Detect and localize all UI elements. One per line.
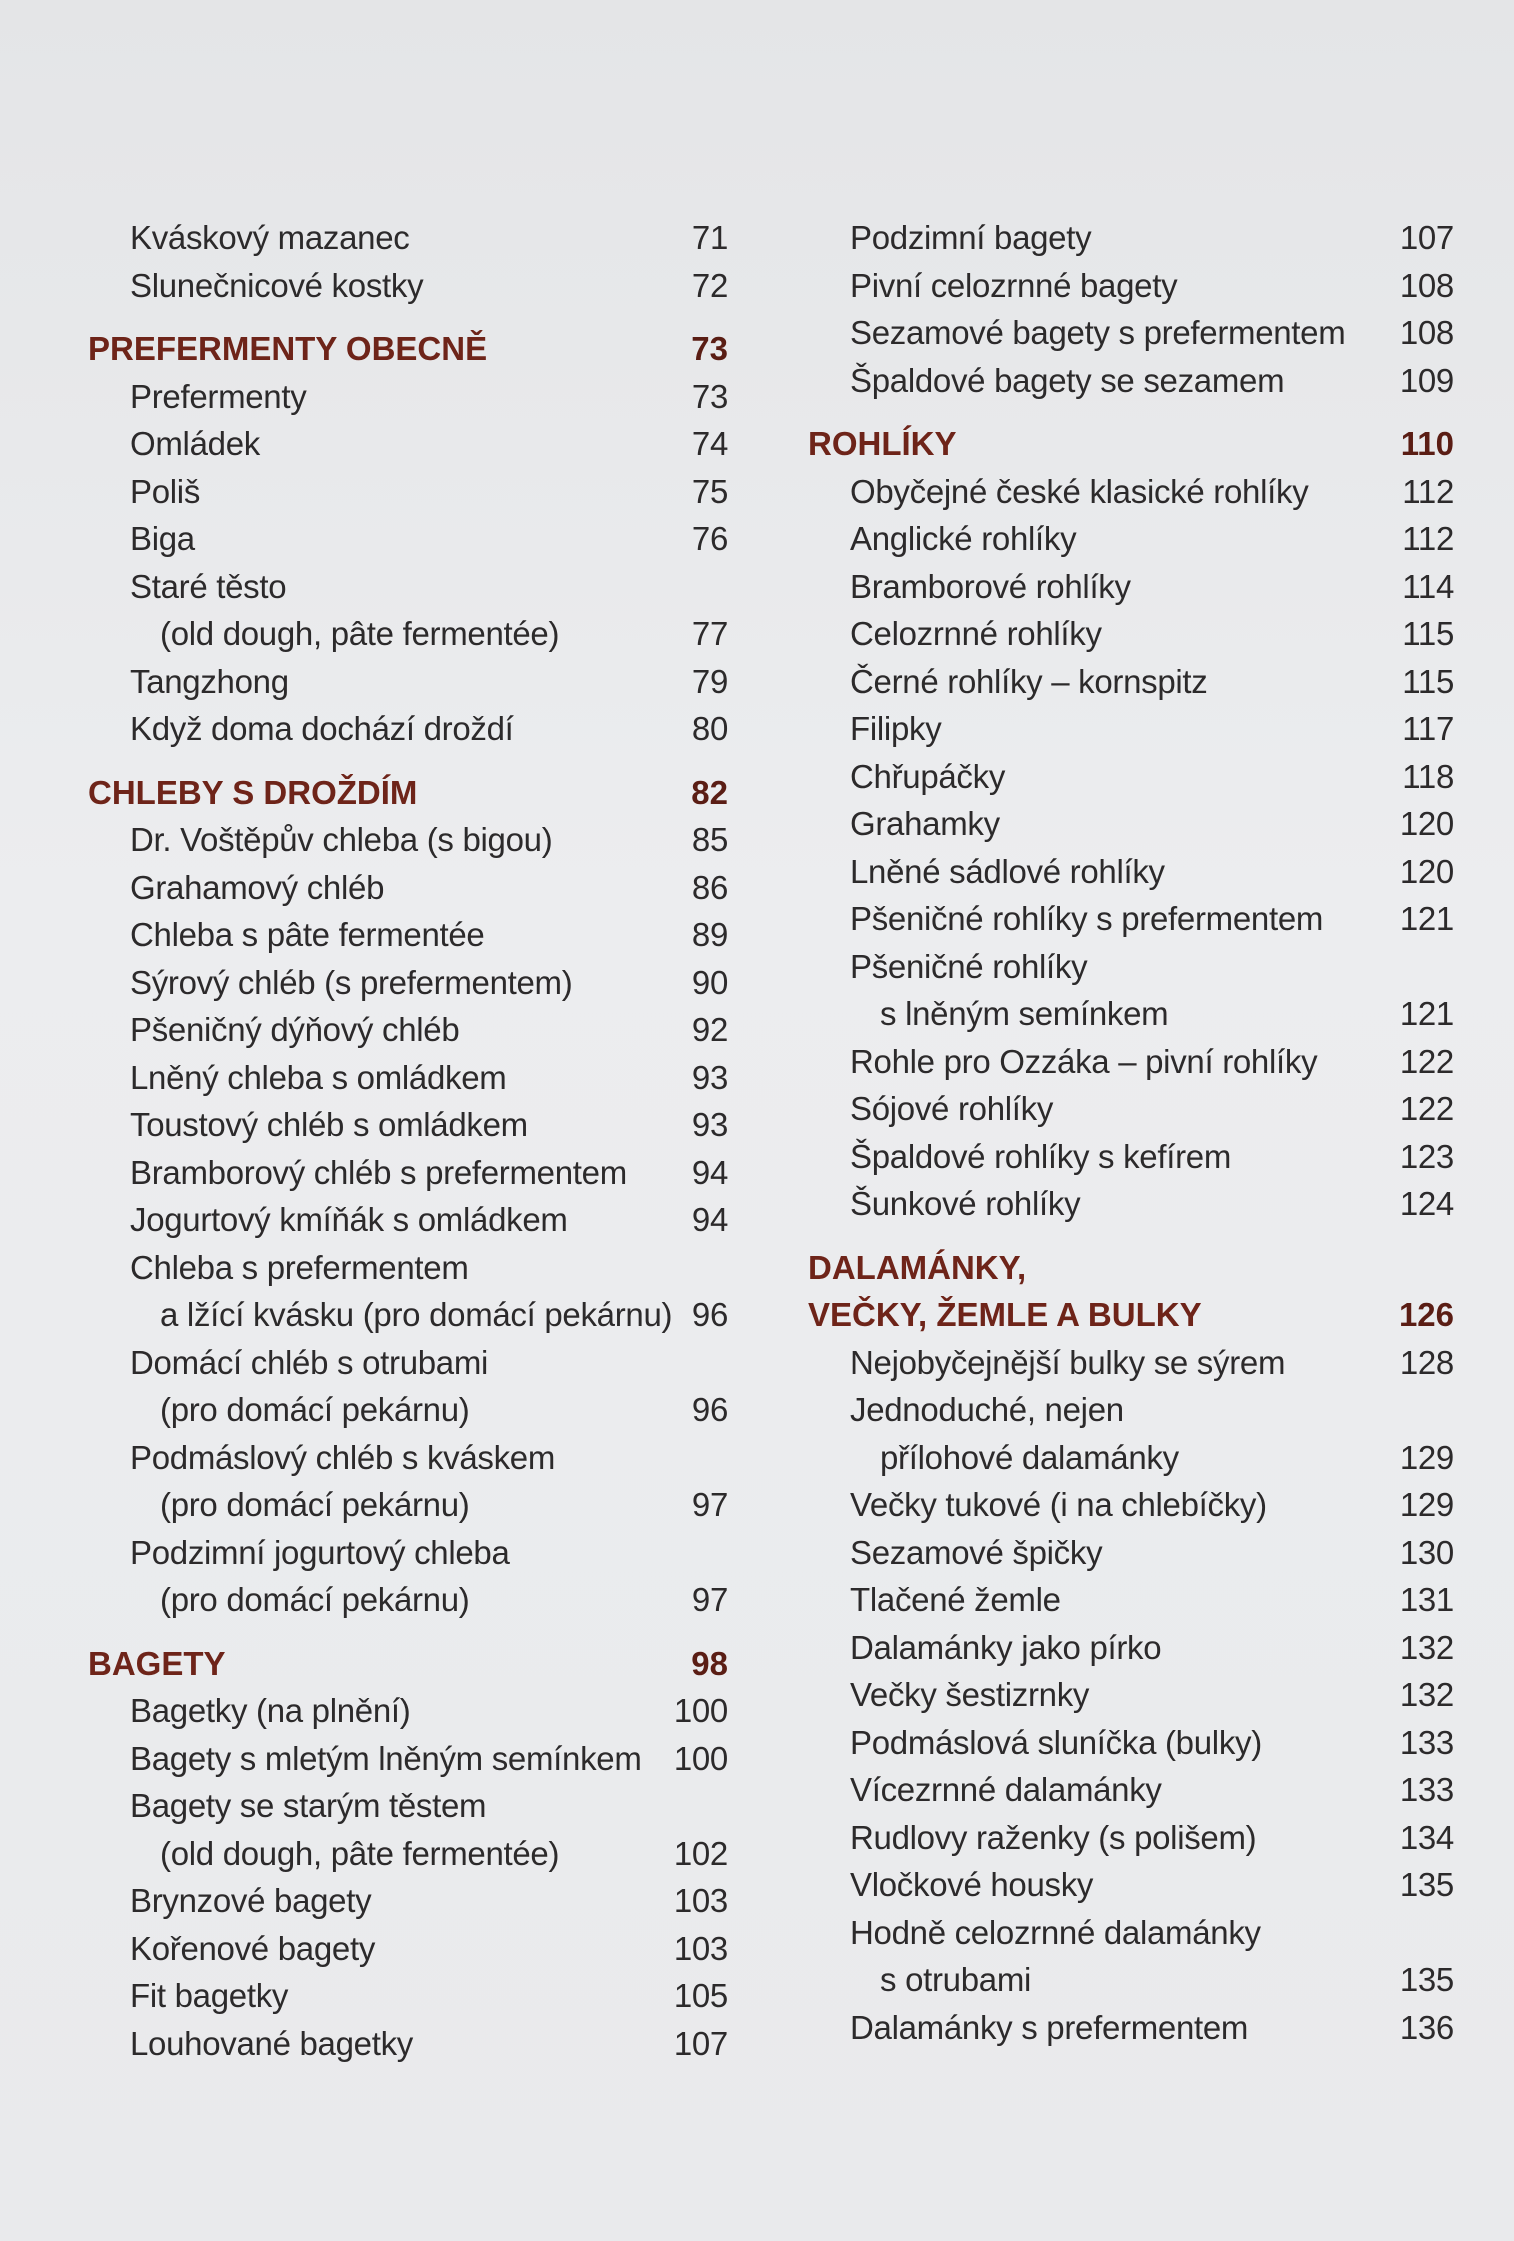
toc-entry-title: Vločkové housky bbox=[850, 1866, 1094, 1903]
toc-entry bbox=[88, 1735, 728, 1783]
toc-entry-continuation bbox=[88, 1386, 728, 1434]
toc-entry-title: CHLEBY S DROŽDÍM bbox=[88, 773, 418, 811]
toc-entry-title: Pšeničné rohlíky bbox=[850, 947, 1088, 985]
toc-entry bbox=[808, 2004, 1454, 2052]
toc-entry-continuation bbox=[88, 1481, 728, 1529]
toc-entry bbox=[88, 1687, 728, 1735]
toc-entry-title: Filipky bbox=[850, 710, 942, 747]
toc-entry-title: Nejobyčejnější bulky se sýrem bbox=[850, 1343, 1286, 1381]
toc-page-number: 100 bbox=[673, 1692, 728, 1729]
toc-entry-continuation bbox=[808, 1956, 1454, 2004]
toc-page-number: 96 bbox=[691, 1296, 728, 1333]
toc-page-number: 109 bbox=[1399, 361, 1454, 399]
toc-page-number: 79 bbox=[691, 662, 728, 700]
toc-entry-title: Anglické rohlíky bbox=[850, 520, 1077, 557]
toc-page-number: 75 bbox=[691, 472, 728, 510]
toc-page-number: 73 bbox=[691, 330, 728, 367]
toc-entry bbox=[88, 1101, 728, 1149]
toc-entry-title: Bagetky (na plnění) bbox=[130, 1692, 411, 1729]
toc-page-number: 121 bbox=[1399, 900, 1454, 937]
toc-entry bbox=[808, 705, 1454, 753]
toc-page-number: 120 bbox=[1399, 805, 1454, 842]
toc-page-number: 129 bbox=[1399, 1486, 1454, 1523]
toc-entry bbox=[88, 1149, 728, 1197]
toc-page-number: 128 bbox=[1399, 1343, 1454, 1381]
toc-page-number: 115 bbox=[1402, 615, 1454, 652]
toc-entry-title: PREFERMENTY OBECNĚ bbox=[88, 330, 488, 367]
toc-page-number: 93 bbox=[691, 1058, 728, 1096]
toc-page-number: 129 bbox=[1399, 1438, 1454, 1476]
toc-entry-title: Omládek bbox=[130, 425, 260, 462]
toc-entry-title: Když doma dochází droždí bbox=[130, 710, 514, 747]
toc-entry bbox=[808, 1766, 1454, 1814]
toc-entry-continuation bbox=[88, 1291, 728, 1339]
toc-entry-title: Večky tukové (i na chlebíčky) bbox=[850, 1486, 1267, 1523]
toc-entry-title: Večky šestizrnky bbox=[850, 1676, 1090, 1713]
toc-page-number: 131 bbox=[1399, 1581, 1454, 1618]
section-gap bbox=[808, 404, 1454, 420]
toc-entry-title: Prefermenty bbox=[130, 377, 307, 415]
toc-entry-title: Dalamánky s prefermentem bbox=[850, 2008, 1249, 2046]
toc-entry bbox=[88, 1339, 728, 1387]
section-gap bbox=[88, 309, 728, 325]
toc-entry-title: Rohle pro Ozzáka – pivní rohlíky bbox=[850, 1042, 1318, 1080]
toc-entry-title: Pšeničné rohlíky s prefermentem bbox=[850, 900, 1324, 937]
toc-entry bbox=[88, 563, 728, 611]
toc-section-heading bbox=[88, 769, 728, 817]
toc-page-number: 117 bbox=[1402, 710, 1454, 747]
toc-entry-continuation bbox=[808, 1434, 1454, 1482]
toc-section-heading bbox=[808, 1291, 1454, 1339]
toc-page-number: 97 bbox=[691, 1486, 728, 1523]
toc-entry-title: Bramborové rohlíky bbox=[850, 567, 1131, 605]
toc-entry bbox=[808, 848, 1454, 896]
toc-page-number: 108 bbox=[1399, 266, 1454, 304]
toc-entry-title: Špaldové bagety se sezamem bbox=[850, 361, 1285, 399]
toc-entry bbox=[808, 610, 1454, 658]
toc-entry-continuation bbox=[88, 610, 728, 658]
toc-entry bbox=[88, 1244, 728, 1292]
toc-page-number: 73 bbox=[691, 377, 728, 415]
toc-entry-title: Louhované bagetky bbox=[130, 2024, 413, 2062]
toc-entry-title: Podmáslový chléb s kváskem bbox=[130, 1438, 556, 1476]
section-gap bbox=[808, 1228, 1454, 1244]
toc-entry-title: Obyčejné české klasické rohlíky bbox=[850, 472, 1309, 510]
toc-page-number: 107 bbox=[673, 2024, 728, 2062]
toc-entry-title: Tlačené žemle bbox=[850, 1581, 1061, 1618]
toc-page-number: 100 bbox=[673, 1739, 728, 1777]
toc-page-number: 123 bbox=[1399, 1137, 1454, 1175]
toc-page-number: 86 bbox=[691, 868, 728, 906]
toc-page-number: 77 bbox=[691, 615, 728, 652]
toc-page-number: 124 bbox=[1399, 1185, 1454, 1222]
toc-page-number: 136 bbox=[1399, 2008, 1454, 2046]
toc-entry bbox=[808, 214, 1454, 262]
toc-entry bbox=[88, 1972, 728, 2020]
toc-page-number: 90 bbox=[691, 963, 728, 1001]
toc-page-number: 122 bbox=[1399, 1042, 1454, 1080]
toc-page-number: 94 bbox=[691, 1201, 728, 1238]
toc-entry bbox=[88, 373, 728, 421]
toc-entry bbox=[808, 1671, 1454, 1719]
toc-entry bbox=[808, 800, 1454, 848]
toc-entry-title: Podzimní jogurtový chleba bbox=[130, 1533, 510, 1571]
toc-entry bbox=[88, 1054, 728, 1102]
toc-entry-title: (pro domácí pekárnu) bbox=[160, 1581, 470, 1618]
toc-entry-title: Toustový chléb s omládkem bbox=[130, 1106, 528, 1143]
toc-entry-title: Sezamové špičky bbox=[850, 1533, 1103, 1571]
toc-entry bbox=[88, 1877, 728, 1925]
toc-entry-title: Dalamánky jako pírko bbox=[850, 1628, 1162, 1666]
toc-entry bbox=[808, 1719, 1454, 1767]
toc-entry-continuation bbox=[808, 990, 1454, 1038]
toc-entry bbox=[88, 1006, 728, 1054]
toc-entry-title: a lžící kvásku (pro domácí pekárnu) bbox=[160, 1296, 673, 1333]
toc-entry-title: Slunečnicové kostky bbox=[130, 266, 424, 304]
toc-entry-title: Celozrnné rohlíky bbox=[850, 615, 1102, 652]
toc-entry bbox=[88, 1434, 728, 1482]
toc-entry-title: Špaldové rohlíky s kefírem bbox=[850, 1137, 1232, 1175]
toc-column-left bbox=[88, 214, 728, 2067]
toc-entry bbox=[808, 262, 1454, 310]
toc-entry-title: (old dough, pâte fermentée) bbox=[160, 615, 560, 652]
toc-page-number: 71 bbox=[691, 219, 728, 256]
toc-entry bbox=[808, 1814, 1454, 1862]
toc-column-right bbox=[808, 214, 1454, 2051]
toc-entry-title: Šunkové rohlíky bbox=[850, 1185, 1081, 1222]
toc-page-number: 96 bbox=[691, 1391, 728, 1428]
toc-page-number: 105 bbox=[673, 1977, 728, 2014]
toc-entry bbox=[808, 563, 1454, 611]
toc-page-number: 108 bbox=[1399, 314, 1454, 351]
toc-entry-title: BAGETY bbox=[88, 1644, 226, 1682]
toc-section-heading bbox=[88, 325, 728, 373]
toc-entry-title: Chleba s pâte fermentée bbox=[130, 916, 485, 953]
toc-page-number: 89 bbox=[691, 916, 728, 953]
toc-page-number: 135 bbox=[1399, 1961, 1454, 1998]
toc-entry bbox=[808, 468, 1454, 516]
toc-entry-title: Grahamový chléb bbox=[130, 868, 385, 906]
toc-entry bbox=[88, 864, 728, 912]
toc-entry-title: Poliš bbox=[130, 472, 201, 510]
toc-entry-title: Biga bbox=[130, 520, 195, 557]
toc-entry bbox=[88, 816, 728, 864]
toc-entry bbox=[88, 214, 728, 262]
toc-page-number: 118 bbox=[1402, 757, 1454, 795]
toc-page-number: 112 bbox=[1402, 520, 1454, 557]
toc-entry bbox=[808, 895, 1454, 943]
toc-entry bbox=[88, 911, 728, 959]
toc-page-number: 122 bbox=[1399, 1090, 1454, 1127]
toc-entry-title: Fit bagetky bbox=[130, 1977, 289, 2014]
toc-entry-title: Dr. Voštěpův chleba (s bigou) bbox=[130, 821, 553, 858]
toc-entry-continuation bbox=[88, 1830, 728, 1878]
toc-entry bbox=[88, 1529, 728, 1577]
toc-section-heading bbox=[88, 1640, 728, 1688]
toc-page-number: 92 bbox=[691, 1011, 728, 1048]
toc-entry-title: Bramborový chléb s prefermentem bbox=[130, 1153, 627, 1191]
toc-entry bbox=[88, 705, 728, 753]
toc-entry-title: s lněným semínkem bbox=[880, 995, 1169, 1032]
toc-entry bbox=[808, 357, 1454, 405]
toc-entry-title: přílohové dalamánky bbox=[880, 1438, 1179, 1476]
toc-entry bbox=[808, 1133, 1454, 1181]
toc-page-number: 130 bbox=[1399, 1533, 1454, 1571]
toc-entry-title: (pro domácí pekárnu) bbox=[160, 1391, 470, 1428]
toc-entry-title: VEČKY, ŽEMLE A BULKY bbox=[808, 1296, 1202, 1333]
toc-entry-title: Lněné sádlové rohlíky bbox=[850, 852, 1165, 890]
toc-entry bbox=[88, 1196, 728, 1244]
toc-entry bbox=[808, 1339, 1454, 1387]
toc-entry-title: Domácí chléb s otrubami bbox=[130, 1343, 489, 1381]
toc-page-number: 76 bbox=[691, 520, 728, 557]
toc-page-number: 110 bbox=[1400, 425, 1454, 462]
toc-entry-title: Černé rohlíky – kornspitz bbox=[850, 662, 1208, 700]
toc-page-number: 107 bbox=[1399, 219, 1454, 256]
toc-entry-title: Staré těsto bbox=[130, 567, 287, 605]
toc-entry bbox=[808, 943, 1454, 991]
toc-page-number: 103 bbox=[673, 1929, 728, 1967]
toc-entry bbox=[808, 1909, 1454, 1957]
toc-entry bbox=[808, 1529, 1454, 1577]
toc-entry bbox=[808, 1085, 1454, 1133]
toc-entry bbox=[88, 262, 728, 310]
toc-entry-title: Lněný chleba s omládkem bbox=[130, 1058, 507, 1096]
toc-entry bbox=[808, 1180, 1454, 1228]
toc-entry-title: Chleba s prefermentem bbox=[130, 1248, 469, 1286]
toc-entry bbox=[88, 658, 728, 706]
toc-entry-title: Vícezrnné dalamánky bbox=[850, 1771, 1162, 1808]
toc-entry-title: Jednoduché, nejen bbox=[850, 1391, 1124, 1428]
toc-entry-title: ROHLÍKY bbox=[808, 425, 957, 462]
toc-entry bbox=[88, 420, 728, 468]
toc-page-number: 120 bbox=[1399, 852, 1454, 890]
toc-entry-title: Podzimní bagety bbox=[850, 219, 1092, 256]
toc-entry-title: Bagety se starým těstem bbox=[130, 1787, 487, 1824]
toc-page-number: 115 bbox=[1402, 662, 1454, 700]
toc-page-number: 114 bbox=[1402, 567, 1454, 605]
toc-entry-title: Podmáslová sluníčka (bulky) bbox=[850, 1723, 1262, 1761]
toc-entry bbox=[88, 1782, 728, 1830]
toc-page-number: 133 bbox=[1399, 1771, 1454, 1808]
toc-entry-title: Grahamky bbox=[850, 805, 1000, 842]
toc-page-number: 121 bbox=[1399, 995, 1454, 1032]
toc-page-number: 134 bbox=[1399, 1818, 1454, 1856]
toc-entry-title: DALAMÁNKY, bbox=[808, 1248, 1027, 1286]
section-gap bbox=[88, 753, 728, 769]
toc-entry-title: Brynzové bagety bbox=[130, 1882, 372, 1919]
toc-page-number: 133 bbox=[1399, 1723, 1454, 1761]
toc-section-heading bbox=[808, 420, 1454, 468]
toc-entry-title: (pro domácí pekárnu) bbox=[160, 1486, 470, 1523]
toc-entry-title: (old dough, pâte fermentée) bbox=[160, 1834, 560, 1872]
toc-page-number: 80 bbox=[691, 710, 728, 747]
toc-entry bbox=[808, 658, 1454, 706]
toc-page-number: 93 bbox=[691, 1106, 728, 1143]
toc-section-heading bbox=[808, 1244, 1454, 1292]
toc-entry bbox=[808, 1624, 1454, 1672]
toc-entry-title: Bagety s mletým lněným semínkem bbox=[130, 1739, 642, 1777]
toc-entry-title: Sójové rohlíky bbox=[850, 1090, 1054, 1127]
toc-entry bbox=[808, 1386, 1454, 1434]
toc-entry bbox=[808, 515, 1454, 563]
toc-page-number: 72 bbox=[691, 266, 728, 304]
toc-entry bbox=[88, 468, 728, 516]
toc-entry bbox=[808, 753, 1454, 801]
toc-page-number: 85 bbox=[691, 821, 728, 858]
toc-entry-title: Tangzhong bbox=[130, 662, 289, 700]
toc-entry bbox=[88, 2020, 728, 2068]
toc-page-number: 112 bbox=[1402, 472, 1454, 510]
toc-entry-title: Hodně celozrnné dalamánky bbox=[850, 1913, 1261, 1951]
toc-page-number: 102 bbox=[673, 1834, 728, 1872]
toc-page-number: 98 bbox=[691, 1644, 728, 1682]
toc-entry-title: Kváskový mazanec bbox=[130, 219, 410, 256]
toc-page-number: 97 bbox=[691, 1581, 728, 1618]
toc-entry bbox=[808, 309, 1454, 357]
toc-page-number: 82 bbox=[691, 773, 728, 811]
toc-entry bbox=[808, 1576, 1454, 1624]
toc-entry bbox=[808, 1861, 1454, 1909]
toc-page-number: 135 bbox=[1399, 1866, 1454, 1903]
toc-entry-title: Pšeničný dýňový chléb bbox=[130, 1011, 460, 1048]
toc-entry bbox=[808, 1038, 1454, 1086]
toc-page-number: 94 bbox=[691, 1153, 728, 1191]
toc-entry bbox=[88, 515, 728, 563]
toc-entry-title: Pivní celozrnné bagety bbox=[850, 266, 1178, 304]
toc-entry-continuation bbox=[88, 1576, 728, 1624]
toc-entry bbox=[88, 1925, 728, 1973]
section-gap bbox=[88, 1624, 728, 1640]
toc-entry-title: s otrubami bbox=[880, 1961, 1032, 1998]
toc-page-number: 103 bbox=[673, 1882, 728, 1919]
toc-entry-title: Sezamové bagety s prefermentem bbox=[850, 314, 1346, 351]
toc-entry-title: Kořenové bagety bbox=[130, 1929, 376, 1967]
toc-page-number: 132 bbox=[1399, 1628, 1454, 1666]
toc-entry bbox=[808, 1481, 1454, 1529]
toc-entry-title: Chřupáčky bbox=[850, 757, 1006, 795]
toc-entry-title: Sýrový chléb (s prefermentem) bbox=[130, 963, 573, 1001]
toc-entry-title: Rudlovy raženky (s polišem) bbox=[850, 1818, 1257, 1856]
toc-page-number: 132 bbox=[1399, 1676, 1454, 1713]
toc-entry-title: Jogurtový kmíňák s omládkem bbox=[130, 1201, 568, 1238]
toc-page-number: 126 bbox=[1398, 1296, 1454, 1333]
toc-page-number: 74 bbox=[691, 425, 728, 462]
toc-entry bbox=[88, 959, 728, 1007]
